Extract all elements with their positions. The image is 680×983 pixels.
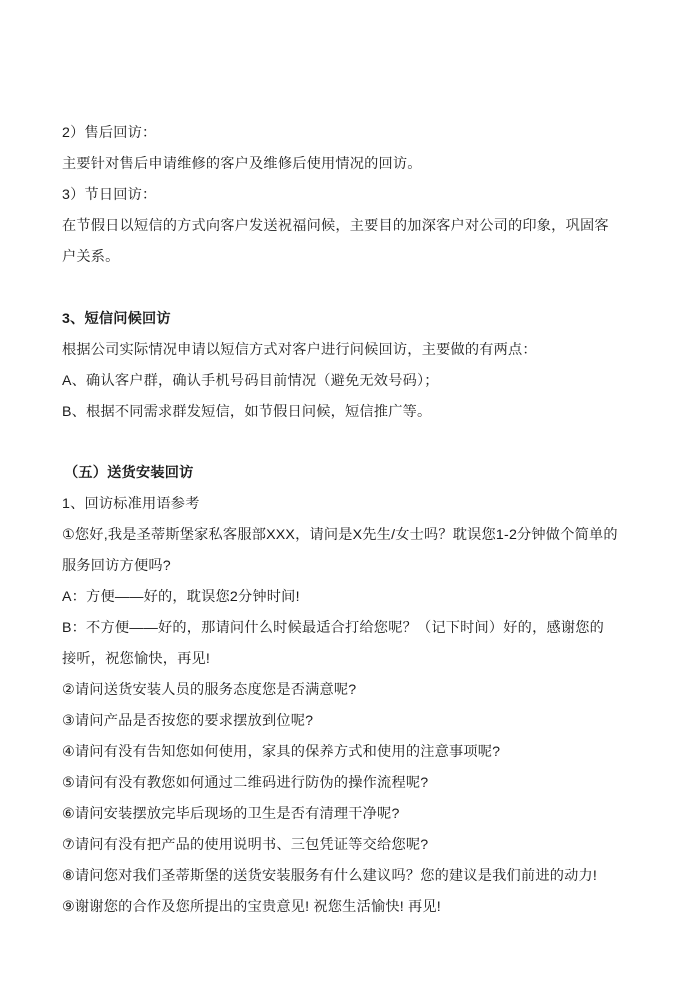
paragraph: ⑦请问有没有把产品的使用说明书、三包凭证等交给您呢? <box>62 837 429 853</box>
paragraph: 3）节日回访： <box>62 187 157 203</box>
paragraph: A：方便——好的，耽误您2分钟时间! <box>62 589 300 605</box>
paragraph: 2）售后回访： <box>62 125 157 141</box>
paragraph: 1、回访标准用语参考 <box>62 496 200 512</box>
paragraph: B：不方便——好的，那请问什么时候最适合打给您呢？（记下时间）好的，感谢您的接听，祝您愉快，再见! <box>62 620 605 667</box>
document-body <box>62 118 618 923</box>
paragraph: ⑨谢谢您的合作及您所提出的宝贵意见! 祝您生活愉快! 再见! <box>62 899 441 915</box>
paragraph-spacer <box>62 428 618 458</box>
paragraph: 主要针对售后申请维修的客户及维修后使用情况的回访。 <box>62 156 422 172</box>
section-heading: 3、短信问候回访 <box>62 311 171 327</box>
paragraph-spacer <box>62 273 618 304</box>
paragraph: ⑤请问有没有教您如何通过二维码进行防伪的操作流程呢? <box>62 775 429 791</box>
paragraph: ②请问送货安装人员的服务态度您是否满意呢? <box>62 682 357 698</box>
section-title: （五）送货安装回访 <box>64 465 194 481</box>
paragraph: ⑥请问安装摆放完毕后现场的卫生是否有清理干净呢? <box>62 806 400 822</box>
paragraph: 根据公司实际情况申请以短信方式对客户进行问候回访，主要做的有两点： <box>62 342 537 358</box>
paragraph: ⑧请问您对我们圣蒂斯堡的送货安装服务有什么建议吗？您的建议是我们前进的动力! <box>62 868 598 884</box>
paragraph: ④请问有没有告知您如何使用，家具的保养方式和使用的注意事项呢? <box>62 744 501 760</box>
paragraph: A、确认客户群，确认手机号码目前情况（避免无效号码）； <box>62 373 439 389</box>
paragraph: ③请问产品是否按您的要求摆放到位呢? <box>62 713 314 729</box>
paragraph: 在节假日以短信的方式向客户发送祝福问候，主要目的加深客户对公司的印象，巩固客户关系。 <box>62 218 609 265</box>
paragraph: B、根据不同需求群发短信，如节假日问候，短信推广等。 <box>62 404 432 420</box>
paragraph: ①您好,我是圣蒂斯堡家私客服部XXX，请问是X先生/女士吗？耽误您1-2分钟做个简单的服务回访方便吗? <box>62 527 618 574</box>
